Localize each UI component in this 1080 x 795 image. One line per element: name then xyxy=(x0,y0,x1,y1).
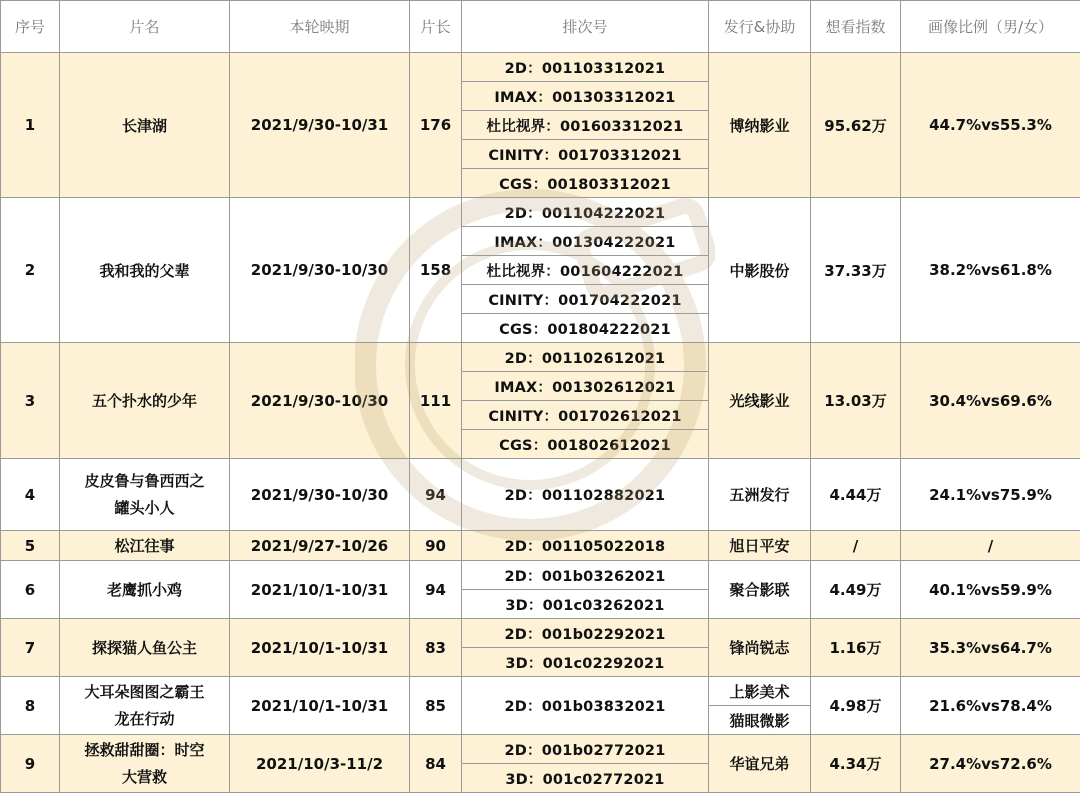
cell-distributor: 中影股份 xyxy=(709,198,811,343)
table-row xyxy=(1,198,1080,227)
cell-no: 4 xyxy=(1,459,60,531)
cell-period: 2021/10/1-10/31 xyxy=(230,561,410,619)
cell-distributor: 光线影业 xyxy=(709,343,811,459)
cell-no: 9 xyxy=(1,735,60,793)
cell-index: 4.44万 xyxy=(811,459,901,531)
header-title: 片名 xyxy=(60,1,230,53)
cell-schedule: CINITY：001703312021 xyxy=(462,140,709,169)
cell-no: 6 xyxy=(1,561,60,619)
cell-no: 5 xyxy=(1,531,60,561)
cell-distributor: 聚合影联 xyxy=(709,561,811,619)
cell-title: 五个扑水的少年 xyxy=(60,343,230,459)
table-body xyxy=(1,53,1080,793)
cell-schedule: CINITY：001704222021 xyxy=(462,285,709,314)
cell-no: 7 xyxy=(1,619,60,677)
cell-period: 2021/10/3-11/2 xyxy=(230,735,410,793)
cell-schedule: IMAX：001303312021 xyxy=(462,82,709,111)
cell-title: 大耳朵图图之霸王龙在行动 xyxy=(60,677,230,735)
cell-distributor: 五洲发行 xyxy=(709,459,811,531)
cell-schedule: CGS：001804222021 xyxy=(462,314,709,343)
cell-length: 84 xyxy=(410,735,462,793)
cell-distributor: 上影美术 xyxy=(709,677,811,706)
cell-schedule: IMAX：001302612021 xyxy=(462,372,709,401)
cell-no: 2 xyxy=(1,198,60,343)
cell-length: 94 xyxy=(410,459,462,531)
cell-ratio: 35.3%vs64.7% xyxy=(901,619,1080,677)
cell-schedule: 2D：001b03262021 xyxy=(462,561,709,590)
cell-period: 2021/9/30-10/30 xyxy=(230,198,410,343)
cell-schedule: 2D：001102612021 xyxy=(462,343,709,372)
cell-index: 4.98万 xyxy=(811,677,901,735)
cell-ratio: 24.1%vs75.9% xyxy=(901,459,1080,531)
header-distributor: 发行&协助 xyxy=(709,1,811,53)
cell-schedule: 3D：001c02772021 xyxy=(462,764,709,793)
cell-period: 2021/9/30-10/30 xyxy=(230,459,410,531)
cell-title: 长津湖 xyxy=(60,53,230,198)
cell-schedule: CINITY：001702612021 xyxy=(462,401,709,430)
header-schedule: 排次号 xyxy=(462,1,709,53)
cell-no: 3 xyxy=(1,343,60,459)
table-row xyxy=(1,677,1080,706)
cell-index: 95.62万 xyxy=(811,53,901,198)
cell-title: 松江往事 xyxy=(60,531,230,561)
table-row xyxy=(1,735,1080,764)
cell-index: 1.16万 xyxy=(811,619,901,677)
cell-schedule: 3D：001c03262021 xyxy=(462,590,709,619)
cell-ratio: 30.4%vs69.6% xyxy=(901,343,1080,459)
cell-period: 2021/9/30-10/31 xyxy=(230,53,410,198)
cell-no: 8 xyxy=(1,677,60,735)
cell-distributor: 旭日平安 xyxy=(709,531,811,561)
cell-ratio: 38.2%vs61.8% xyxy=(901,198,1080,343)
cell-period: 2021/9/30-10/30 xyxy=(230,343,410,459)
cell-period: 2021/10/1-10/31 xyxy=(230,619,410,677)
cell-index: 37.33万 xyxy=(811,198,901,343)
cell-ratio: 27.4%vs72.6% xyxy=(901,735,1080,793)
cell-title: 我和我的父辈 xyxy=(60,198,230,343)
header-period: 本轮映期 xyxy=(230,1,410,53)
table-row xyxy=(1,459,1080,531)
table-row xyxy=(1,343,1080,372)
cell-schedule: 2D：001103312021 xyxy=(462,53,709,82)
table-row xyxy=(1,53,1080,82)
cell-length: 90 xyxy=(410,531,462,561)
table-row xyxy=(1,619,1080,648)
cell-length: 83 xyxy=(410,619,462,677)
header-no: 序号 xyxy=(1,1,60,53)
cell-schedule: CGS：001802612021 xyxy=(462,430,709,459)
cell-schedule: 2D：001102882021 xyxy=(462,459,709,531)
cell-length: 94 xyxy=(410,561,462,619)
table-row xyxy=(1,561,1080,590)
cell-ratio: / xyxy=(901,531,1080,561)
table-row xyxy=(1,531,1080,561)
cell-ratio: 44.7%vs55.3% xyxy=(901,53,1080,198)
cell-schedule: 2D：001b02772021 xyxy=(462,735,709,764)
cell-period: 2021/9/27-10/26 xyxy=(230,531,410,561)
cell-schedule: 2D：001105022018 xyxy=(462,531,709,561)
cell-index: 4.34万 xyxy=(811,735,901,793)
cell-schedule: 3D：001c02292021 xyxy=(462,648,709,677)
cell-title: 探探猫人鱼公主 xyxy=(60,619,230,677)
cell-index: 4.49万 xyxy=(811,561,901,619)
cell-index: / xyxy=(811,531,901,561)
cell-title: 老鹰抓小鸡 xyxy=(60,561,230,619)
cell-length: 111 xyxy=(410,343,462,459)
cell-schedule: CGS：001803312021 xyxy=(462,169,709,198)
cell-schedule: IMAX：001304222021 xyxy=(462,227,709,256)
cell-schedule: 杜比视界：001603312021 xyxy=(462,111,709,140)
cell-length: 85 xyxy=(410,677,462,735)
cell-schedule: 2D：001b02292021 xyxy=(462,619,709,648)
header-ratio: 画像比例（男/女） xyxy=(901,1,1080,53)
cell-no: 1 xyxy=(1,53,60,198)
cell-ratio: 21.6%vs78.4% xyxy=(901,677,1080,735)
cell-ratio: 40.1%vs59.9% xyxy=(901,561,1080,619)
header-row xyxy=(1,1,1080,53)
cell-distributor: 猫眼微影 xyxy=(709,706,811,735)
cell-title: 拯救甜甜圈：时空大营救 xyxy=(60,735,230,793)
cell-index: 13.03万 xyxy=(811,343,901,459)
cell-schedule: 2D：001b03832021 xyxy=(462,677,709,735)
header-index: 想看指数 xyxy=(811,1,901,53)
cell-length: 158 xyxy=(410,198,462,343)
cell-schedule: 2D：001104222021 xyxy=(462,198,709,227)
cell-length: 176 xyxy=(410,53,462,198)
cell-distributor: 锋尚锐志 xyxy=(709,619,811,677)
cell-distributor: 博纳影业 xyxy=(709,53,811,198)
header-length: 片长 xyxy=(410,1,462,53)
cell-title: 皮皮鲁与鲁西西之罐头小人 xyxy=(60,459,230,531)
cell-schedule: 杜比视界：001604222021 xyxy=(462,256,709,285)
cell-distributor: 华谊兄弟 xyxy=(709,735,811,793)
cell-period: 2021/10/1-10/31 xyxy=(230,677,410,735)
